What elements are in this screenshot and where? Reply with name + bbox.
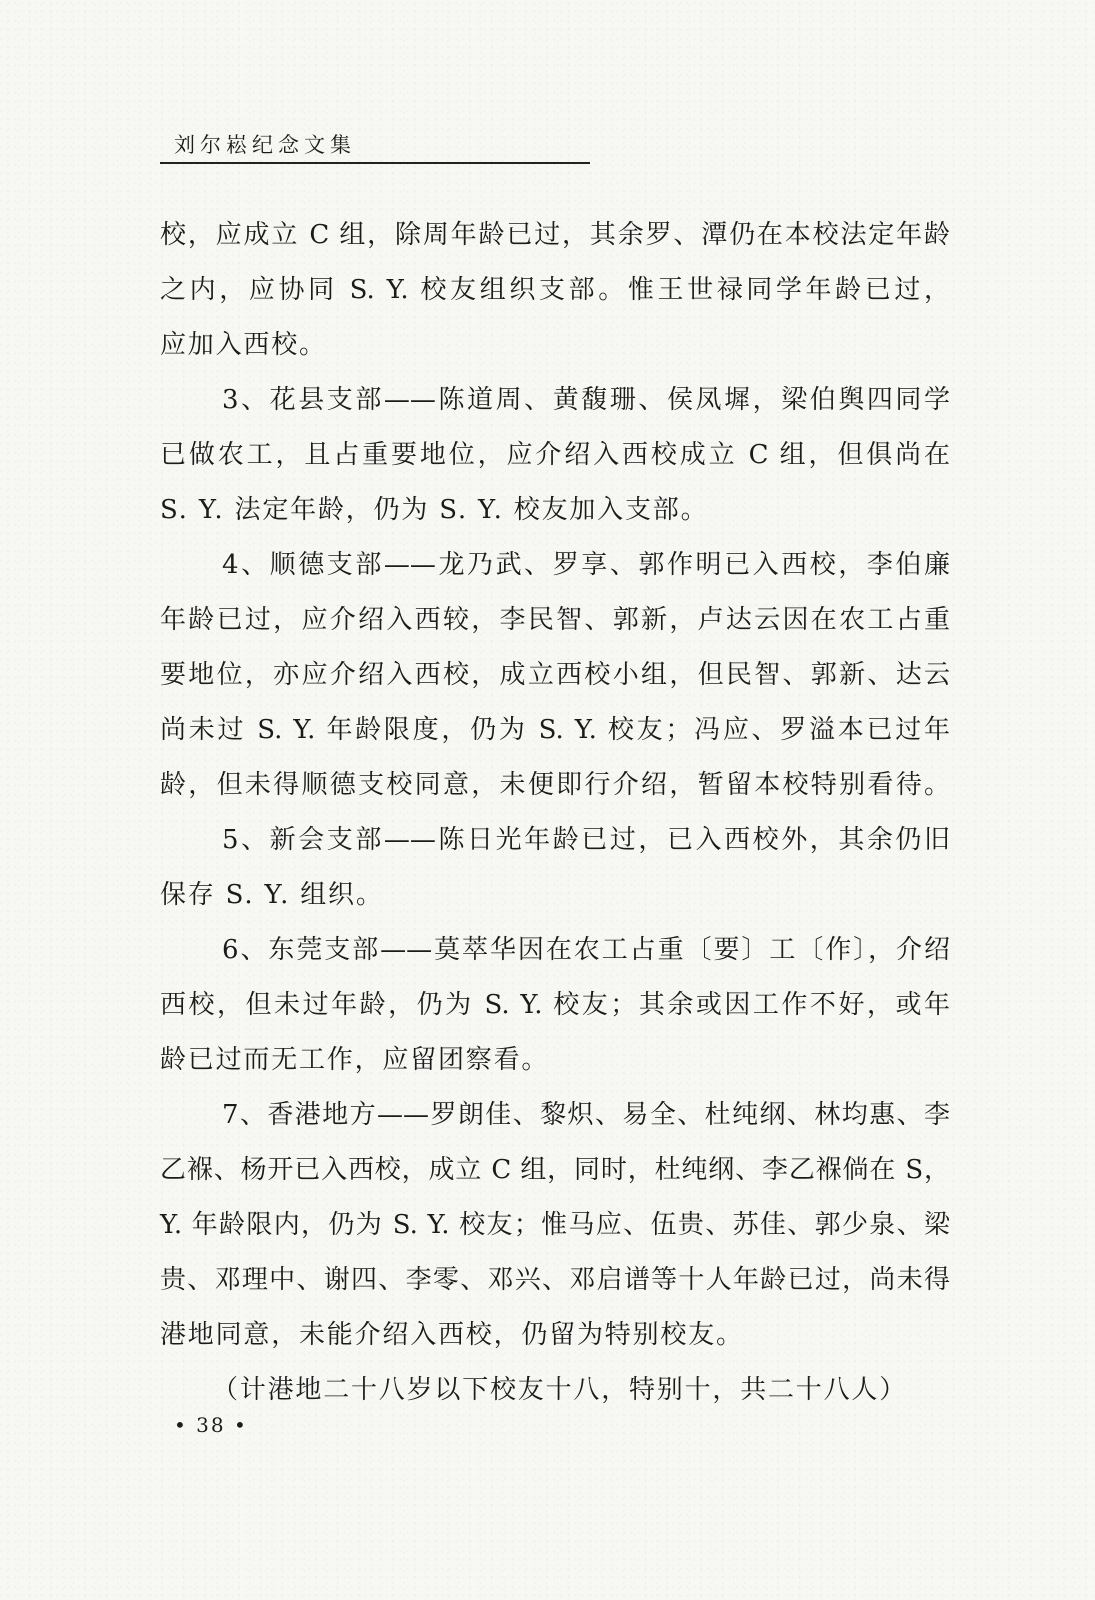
body-text	[160, 208, 950, 1418]
section-heading-line: 6、东莞支部——莫萃华因在农工占重〔要〕工〔作〕，介绍	[222, 935, 950, 965]
section-heading-line: 5、新会支部——陈日光年龄已过，已入西校外，其余仍旧	[222, 825, 950, 855]
body-line: 已做农工，且占重要地位，应介绍入西校成立 C 组，但俱尚在	[160, 440, 950, 470]
body-line: S. Y. 法定年龄，仍为 S. Y. 校友加入支部。	[160, 495, 709, 525]
section-heading-line: 7、香港地方——罗朗佳、黎炽、易全、杜纯纲、林均惠、李	[222, 1100, 950, 1130]
body-line: 保存 S. Y. 组织。	[160, 880, 384, 910]
body-line: 贵、邓理中、谢四、李零、邓兴、邓启谱等十人年龄已过，尚未得	[160, 1265, 950, 1295]
body-line: 港地同意，未能介绍入西校，仍留为特别校友。	[160, 1320, 744, 1350]
body-line: 乙褓、杨开已入西校，成立 C 组，同时，杜纯纲、李乙褓倘在 S，	[160, 1155, 950, 1185]
body-line: 应加入西校。	[160, 330, 327, 360]
body-line: 要地位，亦应介绍入西校，成立西校小组，但民智、郭新、达云	[160, 660, 950, 690]
section-heading-line: 3、花县支部——陈道周、黄馥珊、侯凤墀，梁伯舆四同学	[222, 385, 950, 415]
page-number: • 38 •	[174, 1413, 248, 1437]
body-line: 年龄已过，应介绍入西较，李民智、郭新，卢达云因在农工占重	[160, 605, 950, 635]
summary-note-line: （计港地二十八岁以下校友十八，特别十，共二十八人）	[212, 1375, 908, 1405]
body-line: 龄，但未得顺德支校同意，未便即行介绍，暂留本校特别看待。	[160, 770, 950, 800]
body-line: 校，应成立 C 组，除周年龄已过，其余罗、潭仍在本校法定年龄	[160, 220, 950, 250]
body-line: 尚未过 S. Y. 年龄限度，仍为 S. Y. 校友；冯应、罗溢本已过年	[160, 715, 950, 745]
body-line: 之内，应协同 S. Y. 校友组织支部。惟王世禄同学年龄已过，	[160, 275, 950, 305]
section-heading-line: 4、顺德支部——龙乃武、罗享、郭作明已入西校，李伯廉	[222, 550, 950, 580]
body-line: 西校，但未过年龄，仍为 S. Y. 校友；其余或因工作不好，或年	[160, 990, 950, 1020]
header-rule	[160, 162, 590, 164]
running-header-title: 刘尔崧纪念文集	[174, 133, 356, 157]
body-line: Y. 年龄限内，仍为 S. Y. 校友；惟马应、伍贵、苏佳、郭少泉、梁	[160, 1210, 950, 1240]
body-line: 龄已过而无工作，应留团察看。	[160, 1045, 550, 1075]
